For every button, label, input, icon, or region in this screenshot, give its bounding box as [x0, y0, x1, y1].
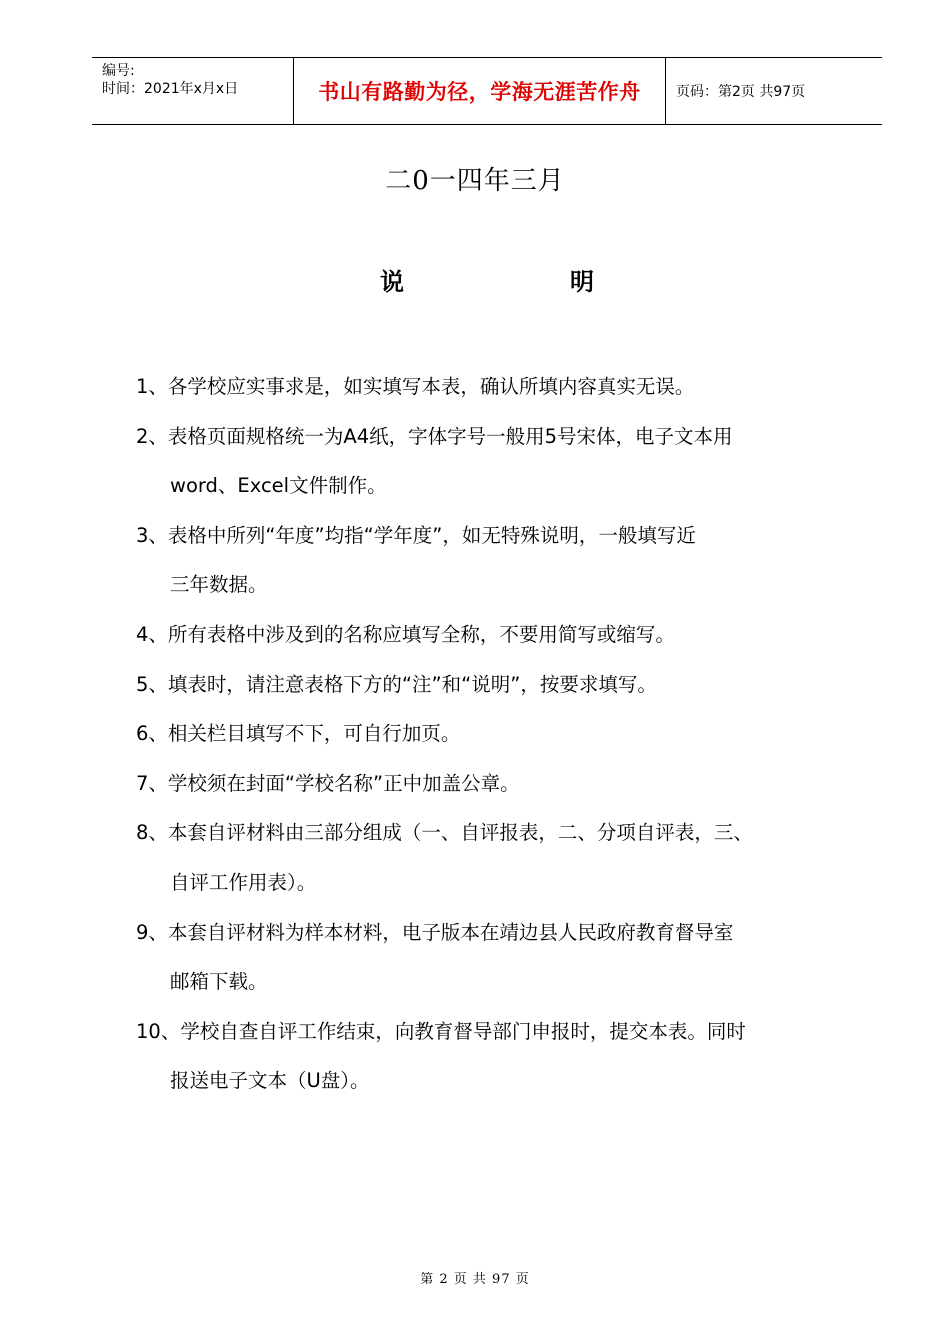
item-text: 2、表格页面规格统一为A4纸，字体字号一般用5号宋体，电子文本用 [136, 424, 733, 448]
item-text: 9、本套自评材料为样本材料，电子版本在靖边县人民政府教育督导室 [136, 920, 734, 944]
item-text: 8、本套自评材料由三部分组成（一、自评报表，二、分项自评表，三、 [136, 821, 753, 845]
item-text: 3、表格中所列“年度”均指“学年度”，如无特殊说明，一般填写近 [136, 523, 696, 547]
item-continuation: word、Excel文件制作。 [170, 474, 387, 498]
item-continuation: 自评工作用表）。 [170, 870, 317, 894]
item-text: 4、所有表格中涉及到的名称应填写全称，不要用简写或缩写。 [136, 622, 675, 646]
header-page-info: 页码：第2页 共97页 [676, 84, 806, 100]
list-item [136, 412, 876, 511]
item-text: 5、填表时，请注意表格下方的“注”和“说明”，按要求填写。 [136, 672, 657, 696]
heading-char-1: 说 [380, 268, 404, 296]
item-continuation: 三年数据。 [170, 573, 268, 597]
time-label: 时间：2021年x月x日 [102, 81, 239, 97]
item-text: 10、学校自查自评工作结束，向教育督导部门申报时，提交本表。同时 [136, 1019, 746, 1043]
heading-char-2: 明 [570, 268, 594, 296]
list-item [136, 660, 876, 710]
list-item [136, 511, 876, 610]
list-item [136, 808, 876, 907]
item-text: 1、各学校应实事求是，如实填写本表，确认所填内容真实无误。 [136, 375, 695, 398]
header-motto: 书山有路勤为径，学海无涯苦作舟 [293, 58, 666, 124]
list-item [136, 362, 876, 412]
section-heading [380, 262, 600, 298]
list-item [136, 908, 876, 1007]
page-header [92, 57, 882, 125]
list-item [136, 610, 876, 660]
number-label: 编号: [102, 63, 135, 79]
instructions-list [136, 362, 876, 1106]
item-text: 7、学校须在封面“学校名称”正中加盖公章。 [136, 771, 520, 795]
list-item [136, 709, 876, 759]
list-item [136, 759, 876, 809]
item-text: 6、相关栏目填写不下，可自行加页。 [136, 722, 461, 746]
item-continuation: 邮箱下载。 [170, 970, 268, 994]
date-line: 二0一四年三月 [385, 166, 565, 196]
page-footer: 第 2 页 共 97 页 [420, 1272, 530, 1287]
item-continuation: 报送电子文本（U盘）。 [170, 1069, 370, 1093]
header-meta [92, 58, 293, 124]
list-item [136, 1007, 876, 1106]
